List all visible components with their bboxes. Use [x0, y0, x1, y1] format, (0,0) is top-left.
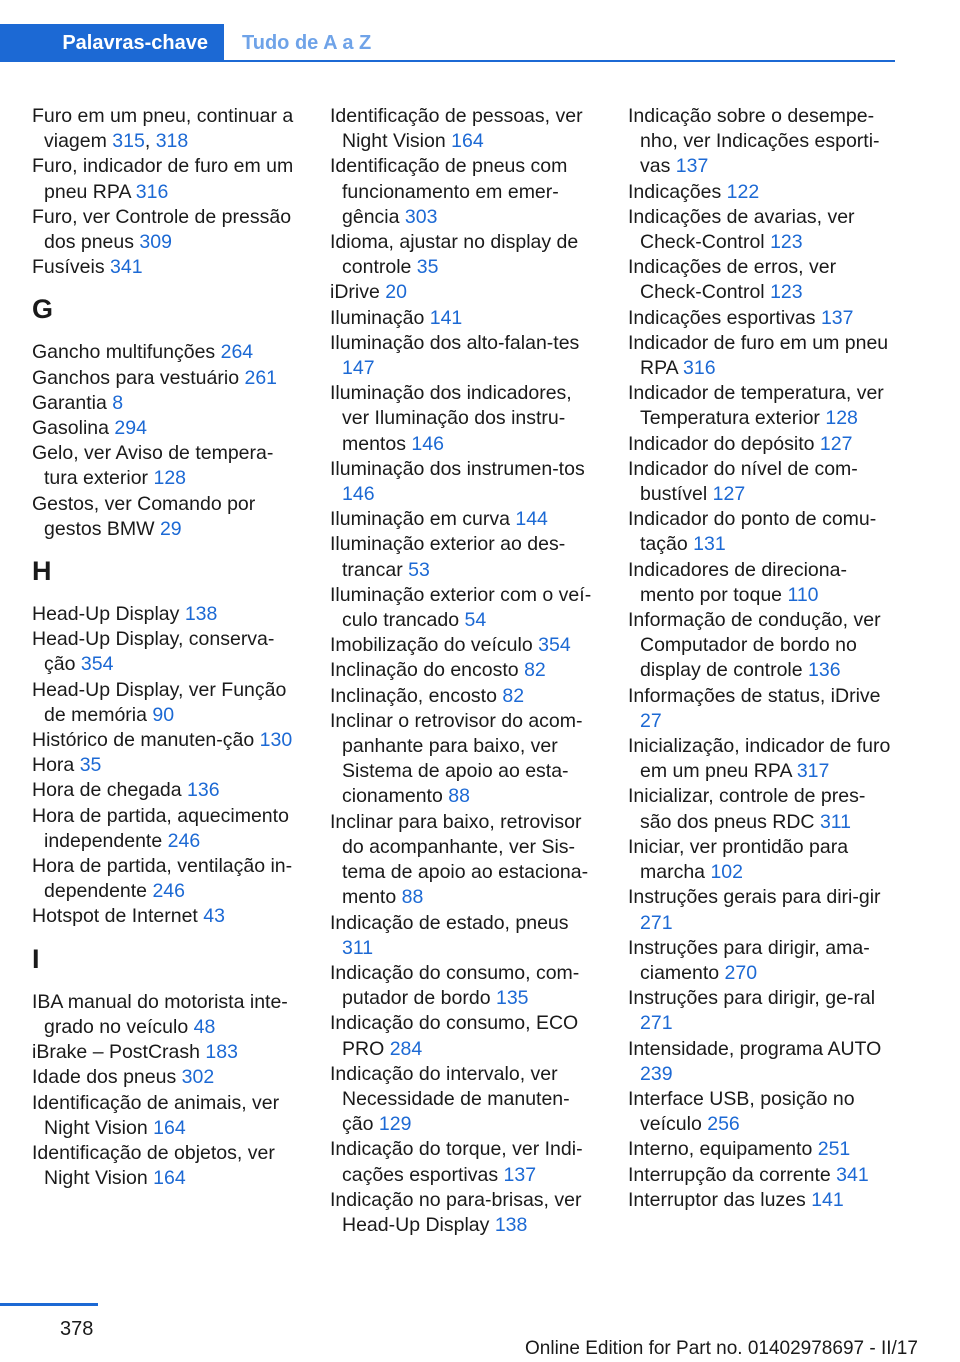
- index-entry: [330, 684, 598, 709]
- index-entry-text: Indicações esportivas: [628, 306, 816, 329]
- page-reference-link[interactable]: 341: [836, 1163, 869, 1186]
- page-reference-link[interactable]: 127: [712, 483, 746, 506]
- index-entry: [330, 154, 598, 230]
- tab-keywords-label: Palavras-chave: [62, 31, 208, 54]
- index-entry: [628, 1188, 896, 1213]
- page-reference-link[interactable]: 88: [401, 886, 424, 909]
- index-entry-text: Idade dos pneus: [32, 1066, 177, 1089]
- page-reference-link[interactable]: 54: [464, 609, 487, 632]
- footer-divider: [0, 1303, 98, 1306]
- index-entry: [628, 784, 896, 834]
- index-entry: [32, 154, 300, 204]
- index-entry-text: Head-Up Display, conserva-ção: [32, 628, 275, 676]
- page-reference-link[interactable]: 146: [342, 483, 375, 506]
- index-entry: [330, 709, 598, 810]
- page-reference-link[interactable]: 294: [114, 417, 147, 440]
- index-entry: [32, 366, 300, 391]
- index-entry-text: Indicador de temperatura, ver Temperatura exterior: [628, 382, 884, 430]
- page-reference-link[interactable]: 354: [538, 634, 571, 657]
- page-reference-link[interactable]: 141: [811, 1188, 844, 1211]
- page-reference-link[interactable]: 318: [155, 130, 189, 153]
- index-column-1: [32, 104, 300, 1191]
- index-entry-text: Interface USB, posição no veículo: [628, 1087, 855, 1136]
- index-entry: [628, 255, 896, 305]
- index-entry: [330, 306, 598, 331]
- index-entry: [32, 416, 300, 441]
- index-entry-text: Identificação de pneus com funcionamento em emer-gência: [330, 155, 568, 228]
- page-reference-link[interactable]: 138: [494, 1213, 528, 1236]
- index-entry: [628, 684, 896, 734]
- index-entry-text: Indicador do depósito: [628, 432, 815, 455]
- index-entry: [32, 990, 300, 1040]
- index-entry: [330, 280, 598, 305]
- page-reference-link[interactable]: 302: [181, 1066, 215, 1089]
- page-reference-link[interactable]: 264: [220, 341, 254, 364]
- index-entry: [32, 1065, 300, 1090]
- page-reference-link[interactable]: 29: [159, 517, 182, 540]
- index-entry-text: Instruções para dirigir, ama-ciamento: [628, 936, 870, 984]
- index-entry-text: Inclinação, encosto: [330, 684, 497, 707]
- page-reference-link[interactable]: 341: [110, 256, 143, 279]
- page-reference-link[interactable]: 136: [187, 779, 220, 802]
- index-entry-text: Identificação de animais, ver Night Vision: [32, 1091, 280, 1139]
- index-entry-text: Fusíveis: [32, 256, 105, 279]
- page-reference-link[interactable]: 303: [404, 205, 438, 228]
- page-reference-link[interactable]: 137: [675, 155, 709, 178]
- page-reference-link[interactable]: 102: [710, 861, 743, 884]
- page-reference-link[interactable]: 53: [408, 558, 430, 581]
- index-entry-text: Interruptor das luzes: [628, 1188, 806, 1211]
- page-reference-link[interactable]: 354: [80, 653, 114, 676]
- page-reference-link[interactable]: 8: [112, 391, 124, 414]
- index-entry-text: Imobilização do veículo: [330, 634, 533, 657]
- page-reference-link[interactable]: 183: [205, 1041, 238, 1064]
- index-entry: [330, 331, 598, 381]
- index-entry-text: Indicação do torque, ver Indi-cações esportivas: [330, 1138, 583, 1186]
- index-entry: [32, 753, 300, 778]
- page-reference-link[interactable]: 316: [683, 357, 716, 380]
- index-entry-text: Indicação no para-brisas, ver Head-Up Display: [330, 1188, 582, 1236]
- page-reference-link[interactable]: 164: [451, 130, 484, 153]
- index-entry-text: IBA manual do motorista inte-grado no veículo: [32, 990, 288, 1038]
- index-entry-text: Inclinação do encosto: [330, 659, 519, 682]
- page-reference-link[interactable]: 317: [796, 760, 830, 783]
- index-entry: [628, 936, 896, 986]
- index-entry: [330, 457, 598, 507]
- page-reference-link[interactable]: 315: [112, 130, 145, 153]
- index-entry-text: Indicação sobre o desempe-nho, ver Indicações esporti-vas: [628, 105, 880, 178]
- index-column-2: [330, 104, 598, 1238]
- index-entry: [32, 255, 300, 280]
- index-entry-text: Identificação de objetos, ver Night Vision: [32, 1141, 275, 1190]
- index-entry: [32, 205, 300, 255]
- index-entry: [330, 532, 598, 582]
- index-entry: [628, 734, 896, 784]
- index-entry: [628, 432, 896, 457]
- index-entry: [32, 492, 300, 542]
- page-reference-link[interactable]: 35: [79, 754, 102, 777]
- index-entry: [628, 1087, 896, 1137]
- index-column-3: [628, 104, 896, 1213]
- page-reference-link[interactable]: 147: [342, 357, 375, 380]
- index-entry-text: Indicação de estado, pneus: [330, 911, 569, 934]
- index-entry-text: Interrupção da corrente: [628, 1163, 831, 1186]
- index-entry: [32, 804, 300, 854]
- page-reference-link[interactable]: 141: [429, 306, 463, 329]
- index-entry-text: Gestos, ver Comando por gestos BMW: [32, 492, 256, 540]
- page-reference-link[interactable]: 122: [726, 180, 760, 203]
- page-reference-link[interactable]: 246: [167, 829, 201, 852]
- index-entry-text: Histórico de manuten-ção: [32, 729, 255, 752]
- page-reference-link[interactable]: 144: [515, 508, 548, 531]
- index-entry: [628, 331, 896, 381]
- index-entry-text: Iluminação dos indicadores, ver Iluminação dos instru-mentos: [330, 382, 572, 455]
- index-entry: [628, 1163, 896, 1188]
- index-entry: [628, 104, 896, 180]
- index-entry-text: Indicador de furo em um pneu RPA: [628, 331, 889, 380]
- index-entry: [330, 1011, 598, 1061]
- header-divider: [224, 60, 895, 62]
- index-entry-text: Indicação do consumo, ECO PRO: [330, 1012, 579, 1060]
- index-entry: [32, 904, 300, 929]
- index-entry: [330, 507, 598, 532]
- index-entry: [628, 1037, 896, 1087]
- index-entry: [32, 627, 300, 677]
- page-reference-link[interactable]: 129: [378, 1113, 412, 1136]
- index-entry: [330, 104, 598, 154]
- index-entry-text: Hotspot de Internet: [32, 905, 198, 928]
- index-entry-text: Iluminação: [330, 306, 425, 329]
- index-entry-text: Indicador do nível de com-bustível: [628, 457, 858, 506]
- tab-keywords[interactable]: [0, 24, 224, 62]
- page-reference-link[interactable]: 251: [817, 1138, 851, 1161]
- index-letter-heading: H: [32, 556, 52, 587]
- page-reference-link[interactable]: 137: [503, 1163, 537, 1186]
- index-entry-text: Hora de chegada: [32, 779, 182, 802]
- index-entry: [32, 1141, 300, 1191]
- page-reference-link[interactable]: 48: [193, 1015, 216, 1038]
- page-reference-link[interactable]: 316: [135, 180, 169, 203]
- index-entry: [32, 340, 300, 365]
- index-entry: [628, 986, 896, 1036]
- index-entry-text: Ganchos para vestuário: [32, 366, 240, 389]
- index-entry: [32, 1040, 300, 1065]
- page-reference-link[interactable]: 271: [640, 1012, 673, 1035]
- index-entry-text: Informações de status, iDrive: [628, 684, 881, 707]
- index-entry: [330, 1062, 598, 1138]
- index-entry-text: Iluminação exterior com o veí-culo trancado: [330, 583, 592, 632]
- index-entry: [330, 1188, 598, 1238]
- page-reference-link[interactable]: 137: [820, 306, 854, 329]
- tab-a-to-z-label: Tudo de A a Z: [242, 31, 372, 54]
- index-entry-text: Instruções gerais para diri-gir: [628, 886, 881, 909]
- index-entry-text: Instruções para dirigir, ge-ral: [628, 987, 876, 1010]
- page-reference-link[interactable]: 138: [184, 603, 218, 626]
- index-entry: [330, 633, 598, 658]
- index-entry: [628, 1137, 896, 1162]
- index-entry-text: Iluminação em curva: [330, 508, 510, 531]
- index-entry: [330, 1137, 598, 1187]
- index-entry: [628, 507, 896, 557]
- page-reference-link[interactable]: 131: [693, 533, 726, 556]
- page-reference-link[interactable]: 123: [770, 281, 803, 304]
- index-entry: [628, 205, 896, 255]
- page-reference-link[interactable]: 261: [244, 366, 278, 389]
- index-entry: [32, 728, 300, 753]
- index-entry-text: Indicações de avarias, ver Check-Control: [628, 205, 855, 254]
- index-entry-text: Iluminação dos alto-falan-tes: [330, 331, 580, 354]
- tab-a-to-z[interactable]: [242, 24, 371, 62]
- index-entry: [32, 854, 300, 904]
- header-bar: [0, 0, 895, 62]
- page-reference-link[interactable]: 110: [787, 583, 819, 606]
- index-entry-text: Iluminação exterior ao des-trancar: [330, 533, 566, 581]
- index-entry: [628, 381, 896, 431]
- index-entry-text: Indicação do intervalo, ver Necessidade de manuten-ção: [330, 1062, 570, 1136]
- page-reference-link[interactable]: 27: [640, 709, 662, 732]
- page-reference-link[interactable]: 128: [825, 407, 858, 430]
- index-entry-text: Informação de condução, ver Computador de bordo no display de controle: [628, 609, 881, 682]
- index-entry-text: Inclinar o retrovisor do acom-panhante para baixo, ver Sistema de apoio ao esta-cionamento: [330, 709, 583, 808]
- index-entry-text: iDrive: [330, 281, 380, 304]
- index-entry-text: Idioma, ajustar no display de controle: [330, 231, 579, 279]
- index-entry: [32, 602, 300, 627]
- index-entry: [330, 810, 598, 911]
- index-entry-text: Inicializar, controle de pres-são dos pneus RDC: [628, 785, 866, 833]
- page-reference-link[interactable]: 20: [385, 281, 407, 304]
- index-entry-text: Indicador do ponto de comu-tação: [628, 508, 877, 556]
- index-entry: [32, 441, 300, 491]
- index-entry-text: Hora de partida, aquecimento independente: [32, 804, 289, 852]
- index-entry-text: Hora de partida, ventilação in-dependente: [32, 855, 293, 903]
- index-entry: [330, 961, 598, 1011]
- page-reference-link[interactable]: 284: [389, 1037, 423, 1060]
- index-entry-text: Gancho multifunções: [32, 341, 216, 364]
- index-entry: [330, 381, 598, 457]
- index-entry-text: Furo, ver Controle de pressão dos pneus: [32, 205, 292, 254]
- page-reference-link[interactable]: 164: [153, 1116, 186, 1139]
- index-entry-text: Head-Up Display: [32, 603, 180, 626]
- page-reference-link[interactable]: 43: [203, 905, 225, 928]
- index-entry: [628, 306, 896, 331]
- page-reference-link[interactable]: 127: [819, 432, 853, 455]
- page-reference-link[interactable]: 311: [342, 936, 374, 959]
- index-entry-text: Identificação de pessoas, ver Night Vision: [330, 105, 583, 153]
- index-entry-text: Indicações: [628, 180, 722, 203]
- page-reference-link[interactable]: 309: [139, 231, 172, 254]
- page-reference-link[interactable]: 35: [416, 256, 439, 279]
- index-entry-text: Gasolina: [32, 417, 109, 440]
- index-entry: [32, 1091, 300, 1141]
- index-entry-text: iBrake – PostCrash: [32, 1041, 200, 1064]
- index-entry: [32, 678, 300, 728]
- index-entry-text: Iluminação dos instrumen-tos: [330, 457, 585, 480]
- index-entry: [628, 457, 896, 507]
- index-entry: [330, 230, 598, 280]
- index-entry-text: Head-Up Display, ver Função de memória: [32, 678, 287, 726]
- page-number: 378: [60, 1318, 94, 1340]
- page-reference-link[interactable]: 136: [808, 659, 841, 682]
- index-entry-text: Indicação do consumo, com-putador de bordo: [330, 961, 580, 1010]
- index-entry: [330, 658, 598, 683]
- index-entry: [330, 583, 598, 633]
- index-entry-text: Garantia: [32, 391, 107, 414]
- page-reference-link[interactable]: 270: [724, 961, 758, 984]
- page-reference-link[interactable]: 239: [640, 1062, 673, 1085]
- index-entry-text: Hora: [32, 754, 75, 777]
- index-entry: [32, 778, 300, 803]
- page-reference-link[interactable]: 256: [707, 1113, 740, 1136]
- index-entry: [628, 835, 896, 885]
- index-entry-text: Furo, indicador de furo em um pneu RPA: [32, 155, 294, 203]
- index-entry: [32, 391, 300, 416]
- index-entry-text: Gelo, ver Aviso de tempera-tura exterior: [32, 442, 274, 490]
- index-entry: [330, 911, 598, 961]
- page-reference-link[interactable]: 164: [153, 1167, 186, 1190]
- page-reference-link[interactable]: 123: [770, 231, 803, 254]
- page-reference-link[interactable]: 246: [152, 880, 185, 903]
- page-reference-link[interactable]: 90: [152, 703, 175, 726]
- index-entry-text: Indicações de erros, ver Check-Control: [628, 256, 837, 304]
- index-entry-text: Inicialização, indicador de furo em um pneu RPA: [628, 735, 891, 783]
- page-reference-link[interactable]: 311: [819, 810, 852, 833]
- index-entry-text: Inclinar para baixo, retrovisor do acompanhante, ver Sis-tema de apoio ao estaciona-mento: [330, 810, 589, 909]
- page-reference-link[interactable]: 135: [495, 987, 529, 1010]
- edition-note: Online Edition for Part no. 01402978697 - II/17: [525, 1338, 918, 1359]
- page-reference-link[interactable]: 82: [502, 684, 525, 707]
- page-reference-link[interactable]: 82: [524, 659, 546, 682]
- index-entry-text: Intensidade, programa AUTO: [628, 1037, 882, 1060]
- index-entry: [628, 180, 896, 205]
- page-reference-link[interactable]: 130: [259, 729, 293, 752]
- index-entry-text: Indicadores de direciona-mento por toque: [628, 558, 847, 606]
- page-reference-link[interactable]: 88: [448, 785, 470, 808]
- index-entry: Furo em um pneu, continuar a viagem 315, 318: [32, 105, 294, 153]
- index-entry-text: Interno, equipamento: [628, 1138, 813, 1161]
- page-reference-link[interactable]: 146: [411, 432, 444, 455]
- index-entry-text: Iniciar, ver prontidão para marcha: [628, 835, 849, 884]
- index-entry-text: Furo em um pneu, continuar a viagem: [32, 105, 294, 153]
- page-reference-link[interactable]: 271: [640, 911, 673, 934]
- index-entry: [628, 608, 896, 684]
- index-entry: [628, 885, 896, 935]
- index-letter-heading: I: [32, 943, 40, 974]
- page-reference-link[interactable]: 128: [153, 467, 187, 490]
- index-letter-heading: G: [32, 294, 54, 325]
- index-entry: [628, 558, 896, 608]
